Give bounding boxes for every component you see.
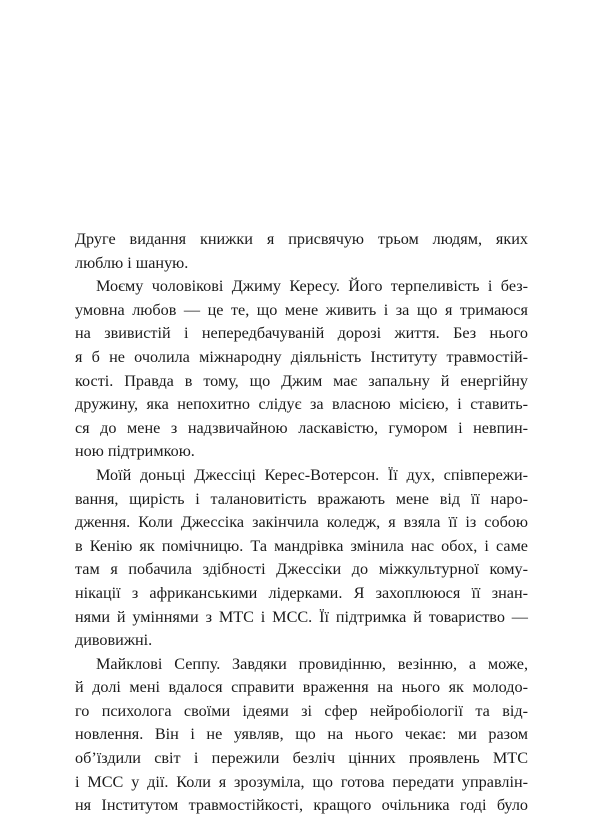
text-line: на звивистій і непередбачуваній дорозі життя. Без нього [75, 324, 528, 343]
text-line: вання, щирість і талановитість вражають мене від її наро- [75, 489, 528, 508]
text-line: ся до мене з надзвичайною ласкавістю, гумором і невпин- [75, 418, 528, 437]
paragraph-3 [75, 464, 528, 653]
paragraph-2 [75, 275, 528, 464]
text-line: нями й уміннями з МТС і МСС. Її підтримка й товариство — [75, 607, 528, 626]
text-line: ною підтримкою. [75, 442, 195, 461]
text-line: ня Інститутом травмостійкості, кращого очільника годі було [75, 796, 528, 815]
text-line: дивовижні. [75, 631, 153, 650]
text-line: дження. Коли Джессіка закінчила коледж, я взяла її із собою [75, 513, 528, 532]
text-line: умовна любов — це те, що мене живить і за що я тримаюся [75, 300, 528, 319]
text-line: нікації з африканськими лідерками. Я захоплююся її знан- [75, 583, 528, 602]
text-line: Моєму чоловікові Джиму Кересу. Його терпеливість і без- [96, 277, 528, 296]
text-line: го психолога своїми ідеями зі сфер нейробіології та від- [75, 701, 528, 720]
text-line: Друге видання книжки я присвячую трьом людям, яких [75, 230, 528, 248]
text-line: кості. Правда в тому, що Джим має запальну й енергійну [75, 371, 528, 390]
dedication-text [75, 228, 528, 818]
text-line: і МСС у дії. Коли я зрозуміла, що готова передати управлін- [75, 772, 528, 791]
text-line: в Кенію як помічницю. Та мандрівка змінила нас обох, і саме [75, 536, 528, 555]
paragraph-4 [75, 653, 528, 818]
text-line: й долі мені вдалося справити враження на нього як молодо- [75, 678, 528, 697]
text-line: об’їздили світ і пережили безліч цінних проявлень МТС [75, 749, 528, 768]
text-line: там я побачила здібності Джессіки до міжкультурної кому- [75, 560, 528, 579]
text-line: люблю і шаную. [75, 253, 189, 272]
text-line: Майклові Сеппу. Завдяки провидінню, везінню, а може, [96, 654, 528, 673]
text-line: новлення. Він і не уявляв, що на нього чекає: ми разом [75, 725, 528, 744]
text-line: дружину, яка непохитно слідує за власною місією, і ставить- [75, 395, 528, 414]
text-line: я б не очолила міжнародну діяльність Інституту травмостій- [75, 347, 528, 366]
text-line: Моїй доньці Джессіці Керес-Вотерсон. Її дух, співпережи- [96, 465, 528, 484]
paragraph-1 [75, 228, 528, 275]
